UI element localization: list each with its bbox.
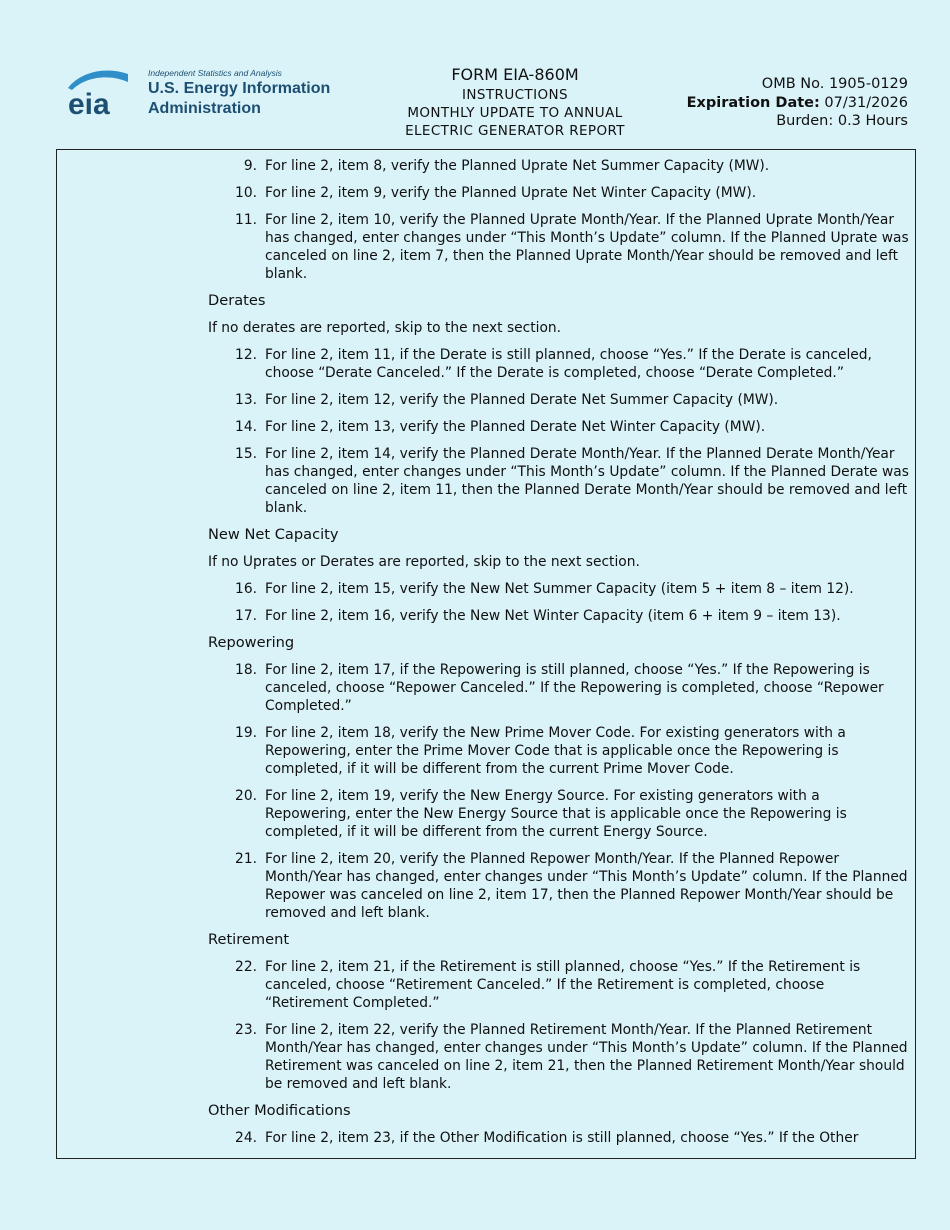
logo-name-line1: U.S. Energy Information (148, 80, 331, 97)
list-item (207, 580, 909, 598)
list-item (207, 850, 909, 922)
list-item (207, 1129, 909, 1147)
omb-number: OMB No. 1905-0129 (761, 76, 908, 92)
item-text: For line 2, item 17, if the Repowering is still planned, choose “Yes.” If the Repowering is canceled, choose “Repower Canceled.” If the Repowering is completed, choose “Repower Completed.” (265, 662, 884, 714)
eia-logo-mark (66, 66, 136, 118)
instructions-box (56, 149, 916, 1159)
list-item (207, 418, 909, 436)
item-number: 10. (235, 185, 257, 201)
item-number: 15. (235, 446, 257, 462)
list-item (207, 211, 909, 283)
list-item (207, 958, 909, 1012)
list-item (207, 1021, 909, 1093)
item-text: For line 2, item 13, verify the Planned Derate Net Winter Capacity (MW). (265, 419, 766, 435)
list-item (207, 787, 909, 841)
form-title-block (385, 64, 645, 140)
section-note-derates: If no derates are reported, skip to the next section. (208, 320, 562, 336)
form-subtitle-3: ELECTRIC GENERATOR REPORT (405, 123, 625, 139)
item-text: For line 2, item 18, verify the New Prime Mover Code. For existing generators with a Repowering, enter the Prime Mover Code that is applicable once the Repowering is completed, if it will be different from the current Prime Mover Code. (265, 725, 846, 777)
list-item (207, 445, 909, 517)
logo-agency-name (148, 79, 330, 119)
item-number: 17. (235, 608, 257, 624)
section-heading-derates: Derates (208, 292, 266, 309)
item-number: 13. (235, 392, 257, 408)
expiration-label: Expiration Date: (686, 94, 820, 111)
list-item (207, 391, 909, 409)
item-text: For line 2, item 8, verify the Planned Uprate Net Summer Capacity (MW). (265, 158, 770, 174)
item-text: For line 2, item 11, if the Derate is still planned, choose “Yes.” If the Derate is canceled, choose “Derate Canceled.” If the Derate is completed, choose “Derate Completed.” (265, 347, 872, 381)
section-note-new-net-capacity: If no Uprates or Derates are reported, skip to the next section. (208, 554, 640, 570)
item-number: 11. (235, 212, 257, 228)
logo-tagline: Independent Statistics and Analysis (148, 68, 282, 78)
burden: Burden: 0.3 Hours (776, 113, 908, 129)
item-text: For line 2, item 23, if the Other Modification is still planned, choose “Yes.” If the Other (265, 1130, 859, 1146)
section-heading-other-modifications: Other Modifications (208, 1102, 351, 1119)
item-number: 20. (235, 788, 257, 804)
form-subtitle-2: MONTHLY UPDATE TO ANNUAL (407, 105, 623, 121)
instructions-content (207, 157, 909, 1156)
list-item (207, 346, 909, 382)
list-item (207, 661, 909, 715)
eia-logo (66, 66, 346, 120)
item-number: 18. (235, 662, 257, 678)
form-number: FORM EIA-860M (451, 65, 579, 84)
item-text: For line 2, item 12, verify the Planned Derate Net Summer Capacity (MW). (265, 392, 779, 408)
item-number: 9. (243, 158, 257, 174)
item-text: For line 2, item 20, verify the Planned Repower Month/Year. If the Planned Repower Month/Year has changed, enter changes under “This Month’s Update” column. If the Planned Repower was canceled on line 2, item 17, then the Planned Repower Month/Year should be removed and left blank. (265, 851, 908, 921)
omb-block (687, 75, 908, 131)
item-number: 16. (235, 581, 257, 597)
item-number: 24. (235, 1130, 257, 1146)
list-item (207, 184, 909, 202)
logo-name-line2: Administration (148, 100, 261, 117)
section-heading-repowering: Repowering (208, 634, 295, 651)
item-number: 12. (235, 347, 257, 363)
expiration-date (687, 94, 908, 113)
item-number: 21. (235, 851, 257, 867)
item-number: 14. (235, 419, 257, 435)
form-subtitle-1: INSTRUCTIONS (462, 87, 568, 103)
item-number: 23. (235, 1022, 257, 1038)
item-text: For line 2, item 10, verify the Planned Uprate Month/Year. If the Planned Uprate Month/Year has changed, enter changes under “This Month’s Update” column. If the Planned Uprate was canceled on line 2, item 7, then the Planned Uprate Month/Year should be removed and left blank. (265, 212, 909, 282)
list-item (207, 157, 909, 175)
section-heading-retirement: Retirement (208, 931, 290, 948)
item-text: For line 2, item 9, verify the Planned Uprate Net Winter Capacity (MW). (265, 185, 757, 201)
item-text: For line 2, item 19, verify the New Energy Source. For existing generators with a Repowering, enter the New Energy Source that is applicable once the Repowering is completed, if it will be different from the current Energy Source. (265, 788, 847, 840)
list-item (207, 607, 909, 625)
item-number: 22. (235, 959, 257, 975)
item-text: For line 2, item 15, verify the New Net Summer Capacity (item 5 + item 8 – item 12). (265, 581, 854, 597)
section-heading-new-net-capacity: New Net Capacity (208, 526, 339, 543)
eia-logo-text: eia (68, 88, 110, 118)
item-text: For line 2, item 22, verify the Planned Retirement Month/Year. If the Planned Retirement Month/Year has changed, enter changes under “This Month’s Update” column. If the Planned Retirement was canceled on line 2, item 21, then the Planned Retirement Month/Year should be removed and left blank. (265, 1022, 908, 1092)
item-text: For line 2, item 16, verify the New Net Winter Capacity (item 6 + item 9 – item 13). (265, 608, 841, 624)
item-text: For line 2, item 21, if the Retirement is still planned, choose “Yes.” If the Retirement is canceled, choose “Retirement Canceled.” If the Retirement is completed, choose “Retirement Completed.” (265, 959, 861, 1011)
list-item (207, 724, 909, 778)
item-number: 19. (235, 725, 257, 741)
item-text: For line 2, item 14, verify the Planned Derate Month/Year. If the Planned Derate Month/Year has changed, enter changes under “This Month’s Update” column. If the Planned Derate was canceled on line 2, item 11, then the Planned Derate Month/Year should be removed and left blank. (265, 446, 909, 516)
expiration-value: 07/31/2026 (824, 94, 908, 111)
